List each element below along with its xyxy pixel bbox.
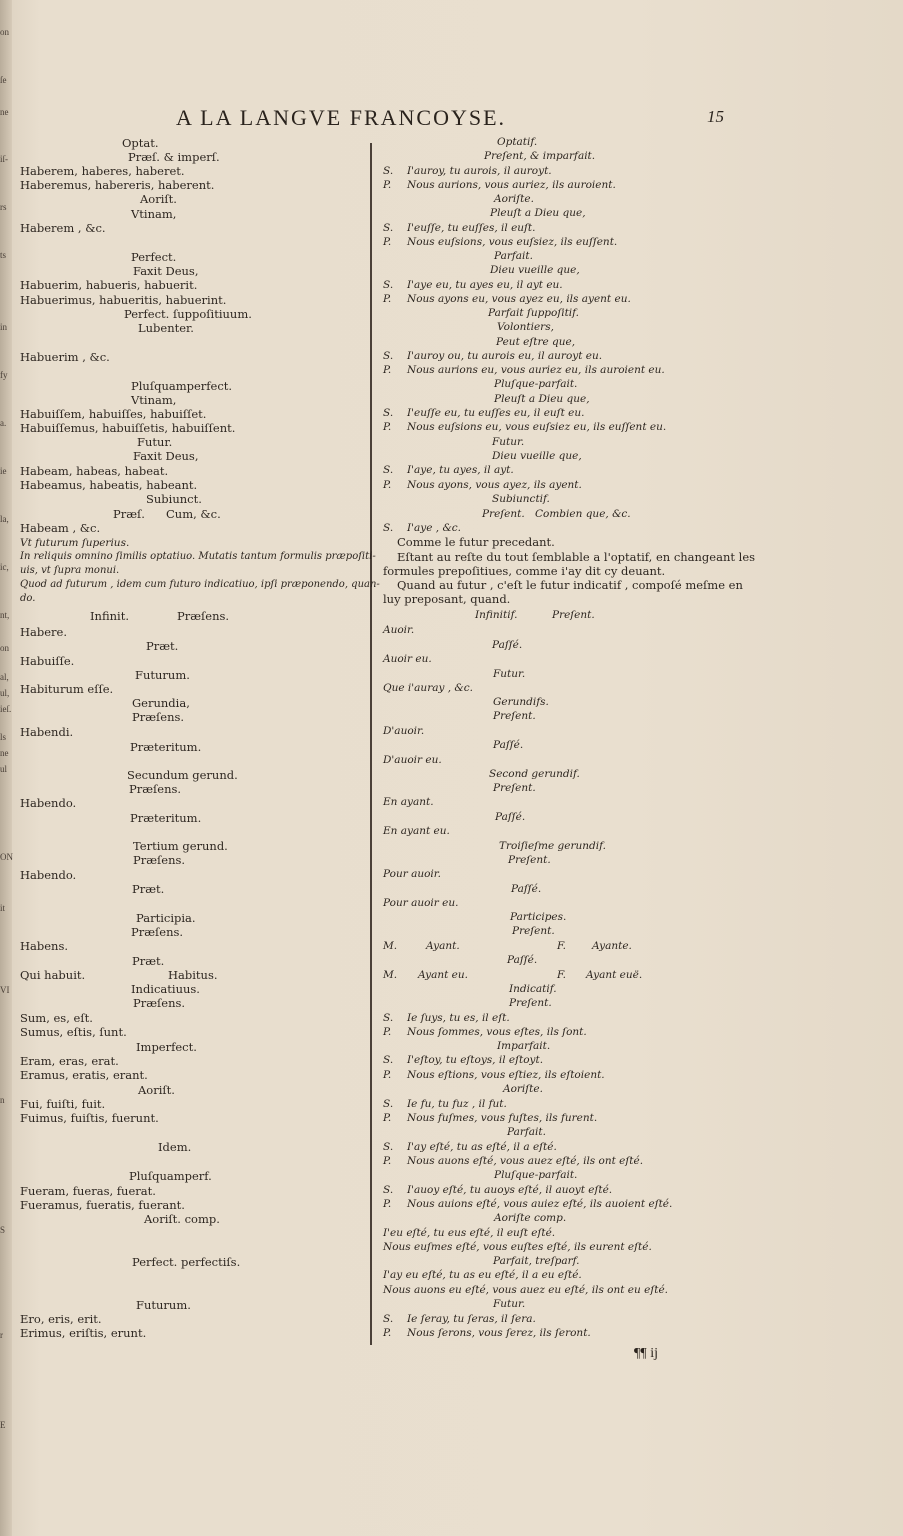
french-line: Futur. [493, 668, 526, 680]
row-label: P. [383, 236, 392, 248]
row-label: P. [383, 1026, 392, 1038]
latin-line: Eramus, eratis, erant. [20, 1068, 148, 1082]
french-line: Preſent, & imparfait. [484, 150, 596, 162]
latin-line: Præt. [146, 639, 179, 653]
latin-line: Habuiſſemus, habuiſſetis, habuiſſent. [20, 421, 236, 435]
row-label: P. [383, 421, 392, 433]
french-line: Indicatif. [509, 983, 557, 995]
french-line: Preſent. [482, 508, 525, 520]
latin-line: Fui, fuiſti, fuit. [20, 1097, 106, 1111]
french-line: I'euſſe eu, tu euſſes eu, il euſt eu. [407, 407, 585, 419]
french-line: Participes. [510, 911, 567, 923]
latin-line: Futurum. [136, 1298, 191, 1312]
page-number: 15 [707, 107, 724, 126]
latin-line: Pluſquamperfect. [131, 379, 233, 393]
french-line: Ayante. [592, 940, 632, 952]
latin-line: Habeam , &c. [20, 521, 101, 535]
french-line: Eſtant au reſte du tout ſemblable a l'optatif, en changeant les [397, 550, 756, 564]
french-line: Preſent. [508, 854, 551, 866]
latin-line: Indicatiuus. [131, 982, 200, 996]
latin-line: Haberem , &c. [20, 221, 106, 235]
row-label: M. [383, 940, 398, 952]
french-line: Nous auons eſté, vous auez eſté, ils ont eſté. [407, 1155, 644, 1167]
french-line: Parfait. [494, 250, 533, 262]
latin-line: Sum, es, eſt. [20, 1011, 93, 1025]
margin-fragment: ic, [0, 562, 9, 572]
running-head: A LA LANGVE FRANCOYSE. [176, 105, 507, 130]
french-line: Parfait ſuppoſitif. [488, 307, 580, 319]
french-line: Paſſé. [507, 954, 538, 966]
margin-fragment: ts [0, 250, 7, 260]
french-line: Ayant. [426, 940, 460, 952]
latin-line: Perfect. perfectiſs. [132, 1255, 241, 1269]
margin-fragment: al, [0, 672, 9, 682]
latin-line: Habere. [20, 625, 68, 639]
margin-fragment: la, [0, 514, 9, 524]
french-line: I'auroy, tu aurois, il auroyt. [407, 165, 552, 177]
margin-fragment: ul, [0, 688, 10, 698]
french-line: I'eſtoy, tu eſtoys, il eſtoyt. [407, 1054, 544, 1066]
latin-note: do. [20, 593, 36, 604]
french-line: Paſſé. [511, 883, 542, 895]
french-line: Troiſieſme gerundif. [499, 840, 606, 852]
row-label: S. [383, 464, 394, 476]
row-label: S. [383, 1012, 394, 1024]
french-line: Pleuſt a Dieu que, [490, 207, 586, 219]
french-line: Nous aurions eu, vous auriez eu, ils auroient eu. [407, 364, 665, 376]
latin-line: Subiunct. [146, 492, 202, 506]
latin-line: Habuerim, habueris, habuerit. [20, 278, 198, 292]
row-label: S. [383, 407, 394, 419]
french-line: formules prepoſitiues, comme i'ay dit cy deuant. [383, 564, 666, 578]
french-line: Aoriſte. [503, 1083, 543, 1095]
latin-line: Haberem, haberes, haberet. [20, 164, 185, 178]
french-line: Ie ſeray, tu ſeras, il ſera. [407, 1313, 536, 1325]
french-line: Nous ſerons, vous ſerez, ils ſeront. [407, 1327, 591, 1339]
french-line: Que i'auray , &c. [383, 682, 473, 694]
margin-fragment: nt, [0, 610, 10, 620]
french-line: Aoriſte comp. [494, 1212, 567, 1224]
french-line: Pleuſt a Dieu que, [494, 393, 590, 405]
french-line: Paſſé. [493, 739, 524, 751]
row-label: P. [383, 479, 392, 491]
latin-line: Pluſquamperf. [129, 1169, 212, 1183]
french-line: I'ay eu eſté, tu as eu eſté, il a eu eſté. [383, 1269, 582, 1281]
row-label: S. [383, 1313, 394, 1325]
latin-line: Fuimus, fuiſtis, fuerunt. [20, 1111, 159, 1125]
latin-line: Qui habuit. [20, 968, 86, 982]
margin-fragment: ls [0, 732, 7, 742]
row-label: S. [383, 222, 394, 234]
latin-line: Fueramus, fueratis, fuerant. [20, 1198, 185, 1212]
latin-line: Cum, &c. [166, 507, 221, 521]
french-line: Futur. [493, 1298, 526, 1310]
french-line: Preſent. [552, 609, 595, 621]
french-line: Nous euſsions, vous euſsiez, ils euſſent. [407, 236, 618, 248]
french-line: En ayant. [383, 796, 434, 808]
latin-line: Habuerim , &c. [20, 350, 110, 364]
french-line: I'ay eſté, tu as eſté, il a eſté. [407, 1141, 557, 1153]
latin-line: Præt. [132, 882, 165, 896]
french-line: D'auoir eu. [383, 754, 442, 766]
latin-line: Optat. [122, 136, 159, 150]
margin-fragment: ne [0, 748, 9, 758]
margin-fragment: VI [0, 985, 10, 995]
margin-fragment: ie [0, 466, 7, 476]
latin-line: Aoriſt. [138, 1083, 175, 1097]
latin-line: Aoriſt. comp. [144, 1212, 220, 1226]
latin-line: Præſens. [133, 853, 186, 867]
latin-line: Præſens. [132, 710, 185, 724]
latin-line: Habendi. [20, 725, 74, 739]
french-line: Imparfait. [497, 1040, 551, 1052]
signature-mark: ¶¶ ij [634, 1346, 658, 1361]
french-line: Optatif. [497, 136, 538, 148]
french-line: Dieu vueille que, [492, 450, 582, 462]
latin-line: Præſ. [113, 507, 145, 521]
latin-line: Vtinam, [131, 393, 177, 407]
french-line: I'auoy eſté, tu auoys eſté, il auoyt eſté. [407, 1184, 613, 1196]
french-line: I'euſſe, tu euſſes, il euſt. [407, 222, 536, 234]
french-line: Nous aurions, vous auriez, ils auroient. [407, 179, 616, 191]
margin-fragment: fy [0, 370, 8, 380]
latin-line: Præſ. & imperſ. [128, 150, 220, 164]
french-line: Nous ſommes, vous eſtes, ils ſont. [407, 1026, 587, 1038]
french-line: Parfait, treſparf. [493, 1255, 580, 1267]
french-line: Auoir eu. [383, 653, 432, 665]
french-line: Peut eſtre que, [496, 336, 576, 348]
french-line: Ayant euë. [586, 969, 643, 981]
french-line: Comme le futur precedant. [397, 535, 555, 549]
french-line: I'aye eu, tu ayes eu, il ayt eu. [407, 279, 563, 291]
latin-line: Præſens. [177, 609, 230, 623]
margin-fragment: ieſ. [0, 704, 12, 714]
french-line: Subiunctif. [492, 493, 550, 505]
margin-fragment: ul [0, 764, 8, 774]
latin-line: Habiturum eſſe. [20, 682, 114, 696]
row-label: S. [383, 1184, 394, 1196]
margin-fragment: ne [0, 107, 9, 117]
french-line: Infinitif. [475, 609, 518, 621]
latin-line: Præſens. [129, 782, 182, 796]
column-rule [370, 143, 372, 1345]
margin-fragment: on [0, 643, 9, 653]
french-line: Dieu vueille que, [490, 264, 580, 276]
latin-line: Præſens. [131, 925, 184, 939]
latin-line: Faxit Deus, [133, 449, 199, 463]
latin-line: Tertium gerund. [133, 839, 228, 853]
latin-line: Habeamus, habeatis, habeant. [20, 478, 198, 492]
latin-line: Lubenter. [138, 321, 194, 335]
latin-line: Idem. [158, 1140, 192, 1154]
latin-line: Infinit. [90, 609, 129, 623]
french-line: Paſſé. [492, 639, 523, 651]
french-line: Nous euſsions eu, vous euſsiez eu, ils euſſent eu. [407, 421, 667, 433]
latin-line: Habendo. [20, 868, 77, 882]
latin-line: Fueram, fueras, fuerat. [20, 1184, 156, 1198]
margin-fragment: ON [0, 852, 13, 862]
french-line: D'auoir. [383, 725, 425, 737]
french-line: Auoir. [383, 624, 415, 636]
latin-line: Futur. [137, 435, 173, 449]
french-line: Preſent. [493, 710, 536, 722]
latin-line: Haberemus, habereris, haberent. [20, 178, 215, 192]
french-line: Nous euſmes eſté, vous euſtes eſté, ils eurent eſté. [383, 1241, 652, 1253]
margin-fragment: E [0, 1420, 6, 1430]
latin-line: Aoriſt. [140, 192, 177, 206]
latin-line: Habuiſſem, habuiſſes, habuiſſet. [20, 407, 207, 421]
row-label: P. [383, 1198, 392, 1210]
margin-fragment: rs [0, 202, 7, 212]
row-label: P. [383, 1112, 392, 1124]
french-line: Futur. [492, 436, 525, 448]
latin-line: Perfect. ſuppoſitiuum. [124, 307, 252, 321]
french-line: I'auroy ou, tu aurois eu, il auroyt eu. [407, 350, 603, 362]
margin-fragment: in [0, 322, 8, 332]
french-line: Nous eſtions, vous eſtiez, ils eſtoient. [407, 1069, 605, 1081]
row-label: S. [383, 279, 394, 291]
latin-line: Sumus, eſtis, ſunt. [20, 1025, 127, 1039]
french-line: Paſſé. [495, 811, 526, 823]
margin-fragment: on [0, 27, 9, 37]
french-line: Volontiers, [497, 321, 554, 333]
latin-line: Perfect. [131, 250, 177, 264]
french-line: Ie ſuys, tu es, il eſt. [407, 1012, 510, 1024]
latin-line: Præſens. [133, 996, 186, 1010]
row-label: S. [383, 165, 394, 177]
row-label: P. [383, 1155, 392, 1167]
french-line: Preſent. [493, 782, 536, 794]
latin-line: Præt. [132, 954, 165, 968]
french-line: Gerundifs. [493, 696, 549, 708]
french-line: I'aye, tu ayes, il ayt. [407, 464, 514, 476]
french-line: Ayant eu. [418, 969, 468, 981]
french-line: Pluſque-parfait. [494, 1169, 578, 1181]
latin-note: uis, vt ſupra monui. [20, 565, 120, 576]
french-line: Nous auons eu eſté, vous auez eu eſté, ils ont eu eſté. [383, 1284, 668, 1296]
row-label: F. [557, 969, 566, 981]
latin-line: Faxit Deus, [133, 264, 199, 278]
french-line: Nous fuſmes, vous fuſtes, ils furent. [407, 1112, 598, 1124]
row-label: P. [383, 364, 392, 376]
french-line: En ayant eu. [383, 825, 450, 837]
french-line: luy preposant, quand. [383, 592, 511, 606]
margin-fragment: r [0, 1330, 3, 1340]
row-label: P. [383, 1069, 392, 1081]
latin-note: Quod ad futurum , idem cum futuro indicatiuo, ipſi præponendo, quan- [20, 579, 380, 590]
french-line: Combien que, &c. [535, 508, 631, 520]
margin-fragment: S [0, 1225, 6, 1235]
latin-line: Habens. [20, 939, 69, 953]
latin-line: Præteritum. [130, 811, 202, 825]
latin-note: Vt futurum ſuperius. [20, 537, 130, 549]
french-line: Preſent. [509, 997, 552, 1009]
french-line: I'aye , &c. [407, 522, 462, 534]
row-label: S. [383, 522, 394, 534]
french-line: Aoriſte. [494, 193, 534, 205]
latin-line: Habeam, habeas, habeat. [20, 464, 169, 478]
row-label: F. [557, 940, 566, 952]
row-label: S. [383, 1054, 394, 1066]
margin-fragment: ſe [0, 75, 7, 85]
french-line: Pour auoir. [383, 868, 441, 880]
row-label: S. [383, 1098, 394, 1110]
french-line: Nous auions eſté, vous auiez eſté, ils auoient eſté. [407, 1198, 673, 1210]
latin-line: Habuerimus, habueritis, habuerint. [20, 293, 227, 307]
row-label: M. [383, 969, 398, 981]
row-label: P. [383, 1327, 392, 1339]
margin-fragment: a. [0, 418, 7, 428]
latin-line: Habendo. [20, 796, 77, 810]
french-line: Nous ayons, vous ayez, ils ayent. [407, 479, 582, 491]
margin-fragment: iſ- [0, 154, 8, 164]
latin-line: Habuiſſe. [20, 654, 75, 668]
latin-line: Vtinam, [131, 207, 177, 221]
row-label: S. [383, 1141, 394, 1153]
french-line: Preſent. [512, 925, 555, 937]
french-line: Parfait. [507, 1126, 546, 1138]
french-line: Pluſque-parfait. [494, 378, 578, 390]
latin-line: Secundum gerund. [127, 768, 238, 782]
latin-line: Gerundia, [132, 696, 190, 710]
latin-line: Eram, eras, erat. [20, 1054, 119, 1068]
french-line: Quand au futur , c'eſt le futur indicatif , compoſé meſme en [397, 578, 743, 592]
latin-line: Imperfect. [136, 1040, 197, 1054]
latin-line: Ero, eris, erit. [20, 1312, 102, 1326]
latin-note: In reliquis omnino ſimilis optatiuo. Mutatis tantum formulis præpoſiti- [20, 551, 376, 562]
margin-fragment: n [0, 1095, 5, 1105]
latin-line: Erimus, eriſtis, erunt. [20, 1326, 147, 1340]
latin-line: Futurum. [135, 668, 190, 682]
row-label: S. [383, 350, 394, 362]
french-line: Second gerundif. [489, 768, 580, 780]
french-line: I'eu eſté, tu eus eſté, il euſt eſté. [383, 1227, 556, 1239]
latin-line: Habitus. [168, 968, 218, 982]
french-line: Nous ayons eu, vous ayez eu, ils ayent eu. [407, 293, 631, 305]
latin-line: Participia. [136, 911, 196, 925]
french-line: Pour auoir eu. [383, 897, 459, 909]
french-line: Ie fu, tu fuz , il fut. [407, 1098, 507, 1110]
margin-fragment: it [0, 903, 6, 913]
latin-line: Præteritum. [130, 740, 202, 754]
row-label: P. [383, 293, 392, 305]
row-label: P. [383, 179, 392, 191]
